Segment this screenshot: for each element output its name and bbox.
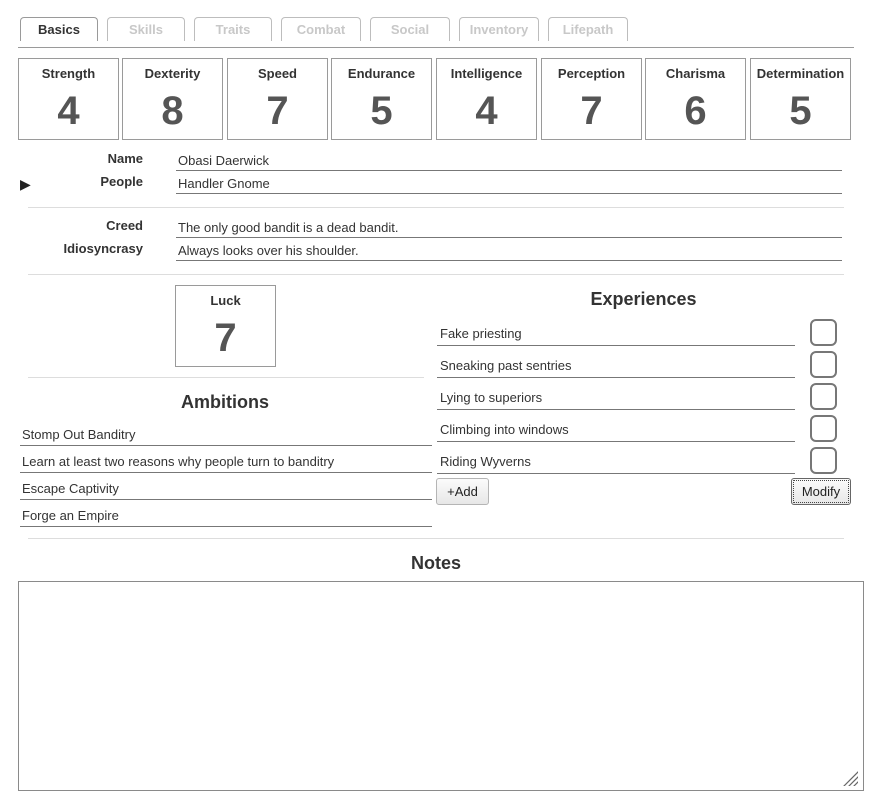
experience-item[interactable]: Sneaking past sentries xyxy=(437,354,795,378)
idiosyncrasy-label: Idiosyncrasy xyxy=(63,241,143,256)
experience-item[interactable]: Lying to superiors xyxy=(437,386,795,410)
name-input[interactable] xyxy=(176,151,842,171)
attribute-value: 7 xyxy=(266,89,289,133)
attribute-label: Charisma xyxy=(665,66,726,81)
attribute-label: Speed xyxy=(257,66,297,81)
tab-divider xyxy=(18,47,854,48)
ambition-item[interactable]: Stomp Out Banditry xyxy=(20,424,432,446)
attribute-value: 6 xyxy=(684,89,707,133)
experience-checkbox[interactable] xyxy=(810,383,837,410)
attribute-strength[interactable] xyxy=(18,58,119,140)
tab-lifepath[interactable]: Lifepath xyxy=(548,17,628,41)
attribute-label: Perception xyxy=(557,66,626,81)
add-experience-button[interactable]: +Add xyxy=(436,478,489,505)
luck-value: 7 xyxy=(214,316,237,360)
experience-item[interactable]: Riding Wyverns xyxy=(437,450,795,474)
name-label: Name xyxy=(107,151,143,166)
people-input[interactable] xyxy=(176,174,842,194)
attribute-label: Determination xyxy=(756,66,845,81)
resize-grip-icon[interactable] xyxy=(840,768,858,786)
attribute-value: 7 xyxy=(580,89,603,133)
divider xyxy=(28,207,844,208)
attribute-value: 5 xyxy=(370,89,393,133)
tab-skills[interactable]: Skills xyxy=(107,17,185,41)
tab-social[interactable]: Social xyxy=(370,17,450,41)
notes-title: Notes xyxy=(410,553,461,573)
ambition-item[interactable]: Escape Captivity xyxy=(20,478,432,500)
attribute-charisma[interactable] xyxy=(645,58,746,140)
triangle-right-icon[interactable]: ▶ xyxy=(20,176,31,192)
experience-checkbox[interactable] xyxy=(810,415,837,442)
luck-label: Luck xyxy=(210,293,241,308)
attribute-intelligence[interactable] xyxy=(436,58,537,140)
modify-button[interactable]: Modify xyxy=(791,478,851,505)
tab-basics[interactable]: Basics xyxy=(20,17,98,41)
attribute-speed[interactable] xyxy=(227,58,328,140)
tab-combat[interactable]: Combat xyxy=(281,17,361,41)
divider xyxy=(28,274,844,275)
attribute-value: 4 xyxy=(475,89,498,133)
attribute-label: Strength xyxy=(41,66,96,81)
attribute-label: Intelligence xyxy=(450,66,523,81)
attribute-value: 8 xyxy=(161,89,184,133)
attribute-determination[interactable] xyxy=(750,58,851,140)
experiences-title: Experiences xyxy=(590,289,697,309)
attribute-endurance[interactable] xyxy=(331,58,432,140)
ambition-item[interactable]: Forge an Empire xyxy=(20,505,432,527)
ambitions-title: Ambitions xyxy=(181,392,269,412)
experience-checkbox[interactable] xyxy=(810,447,837,474)
people-label: People xyxy=(100,174,143,189)
attribute-label: Endurance xyxy=(347,66,416,81)
experience-item[interactable]: Fake priesting xyxy=(437,322,795,346)
idiosyncrasy-input[interactable] xyxy=(176,241,842,261)
creed-label: Creed xyxy=(106,218,143,233)
tab-inventory[interactable]: Inventory xyxy=(459,17,539,41)
experience-checkbox[interactable] xyxy=(810,319,837,346)
creed-input[interactable] xyxy=(176,218,842,238)
divider xyxy=(28,377,424,378)
attribute-perception[interactable] xyxy=(541,58,642,140)
experience-checkbox[interactable] xyxy=(810,351,837,378)
ambition-item[interactable]: Learn at least two reasons why people turn to banditry xyxy=(20,451,432,473)
attribute-dexterity[interactable] xyxy=(122,58,223,140)
tab-bar xyxy=(20,17,637,43)
luck-box[interactable] xyxy=(175,285,276,367)
attribute-value: 4 xyxy=(57,89,80,133)
attribute-value: 5 xyxy=(789,89,812,133)
tab-traits[interactable]: Traits xyxy=(194,17,272,41)
experience-item[interactable]: Climbing into windows xyxy=(437,418,795,442)
attribute-label: Dexterity xyxy=(144,66,201,81)
divider xyxy=(28,538,844,539)
notes-textarea[interactable] xyxy=(18,581,864,791)
